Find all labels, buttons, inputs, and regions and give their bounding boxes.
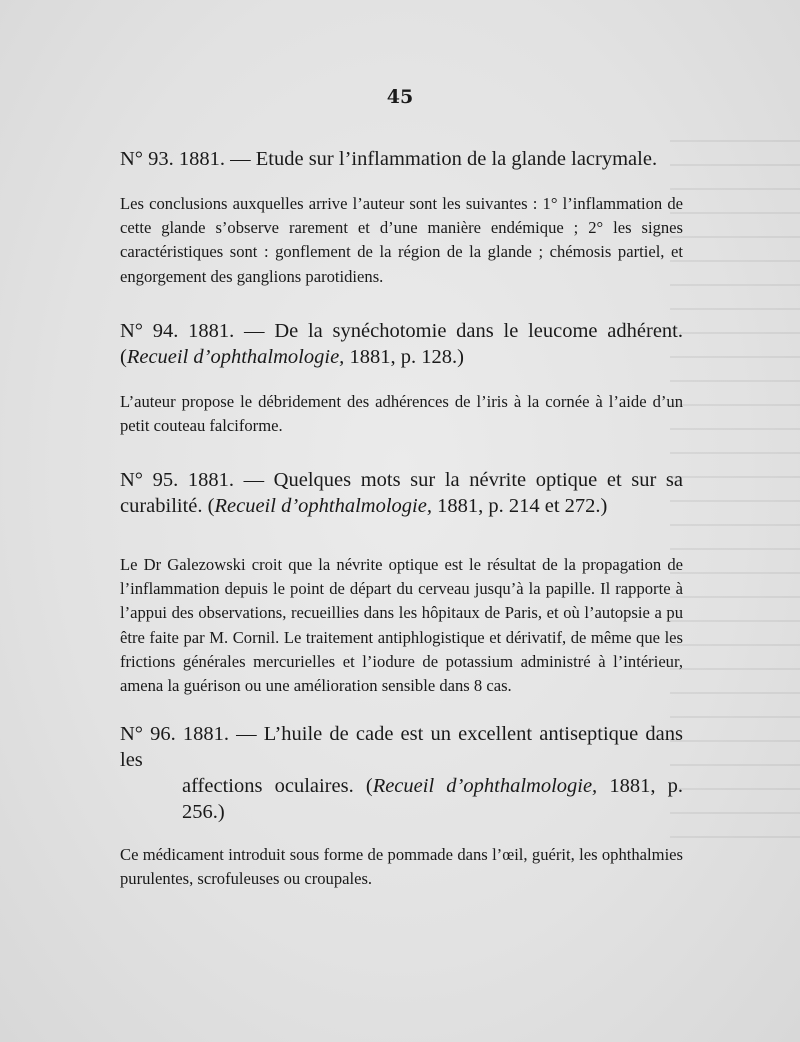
entry-body: Le Dr Galezowski croit que la névrite optique est le résultat de la propagation de l’inflammation depuis le point de départ du cerveau jusqu’à la papille. Il rapporte à l’appui des observations, recueillies dans les hôpitaux de Paris, et où l’autopsie a pu être faite par M. Cornil. Le traitement antiphlogistique et dérivatif, de même que les frictions générales mercurielles et l’iodure de potassium administré à l’intérieur, amena la guérison ou une amélioration sensible dans 8 cas. [120,555,683,696]
entry-95 [120,467,683,698]
entry-title [120,318,683,370]
entry-title-hang-text: affections oculaires. ( [182,775,373,797]
entry-title-citation: 1881, p. 256.) [182,775,683,823]
page-number: 45 [386,86,414,108]
entry-title [120,467,683,519]
entry-94 [120,318,683,438]
journal-name: Recueil d’ophthalmologie, [214,495,432,517]
entry-93 [120,146,683,289]
entry-title-text: N° 95. 1881. — Quelques mots sur la névrite optique et sur sa curabilité. ( [120,469,683,517]
journal-name: Recueil d’ophthalmologie, [126,346,345,368]
entry-title-text: N° 93. 1881. — Etude sur l’inflammation de la glande lacrymale. [120,148,658,170]
entry-title-text: N° 96. 1881. — L’huile de cade est un excellent antiseptique dans les [120,723,683,771]
entry-body: Ce médicament introduit sous forme de pommade dans l’œil, guérit, les ophthalmies purulentes, scrofuleuses ou croupales. [120,845,683,889]
entry-title-citation: 1881, p. 214 et 272.) [431,495,608,517]
entry-title-continuation [120,773,683,825]
bleed-through-texture [670,140,800,840]
entry-body: Les conclusions auxquelles arrive l’auteur sont les suivantes : 1° l’inflammation de cette glande s’observe rarement et d’une manière endémique ; 2° les signes caractéristiques sont : gonflement de la région de la glande ; chémosis partiel, et engorgement des ganglions parotidiens. [120,194,683,286]
entry-title-text: N° 94. 1881. — De la synéchotomie dans le leucome adhérent. ( [120,320,683,368]
entry-title [120,721,683,825]
entry-body: L’auteur propose le débridement des adhérences de l’iris à la cornée à l’aide d’un petit couteau falciforme. [120,392,683,436]
entry-title [120,146,683,172]
entry-title-citation: 1881, p. 128.) [344,346,464,368]
journal-name: Recueil d’ophthalmologie, [372,775,598,797]
entry-96 [120,721,683,891]
